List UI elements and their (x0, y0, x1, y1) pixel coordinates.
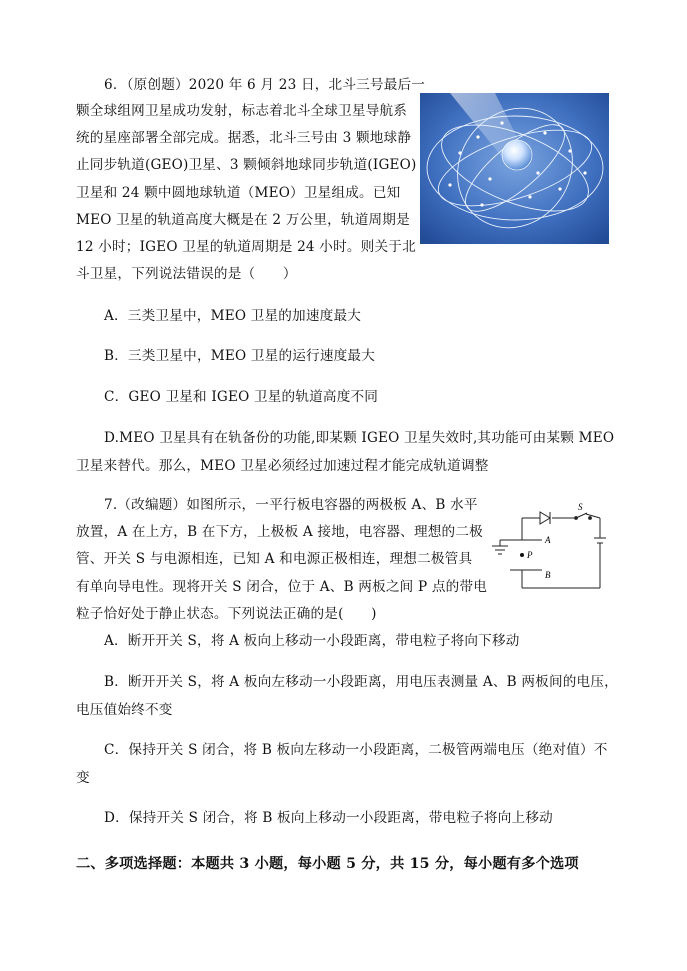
q6-line: 6．（原创题）2020 年 6 月 23 日，北斗三号最后一 (104, 77, 426, 93)
point-p-label: P (527, 550, 533, 560)
switch-label: S (578, 502, 583, 512)
q7-line: 管、开关 S 与电源相连，已知 A 和电源正极相连，理想二极管具 (76, 551, 473, 567)
q7-option-b-cont: 电压值始终不变 (76, 702, 173, 718)
q7-option-d: D．保持开关 S 闭合，将 B 板向上移动一小段距离，带电粒子将向上移动 (104, 810, 553, 826)
q7-option-b: B．断开开关 S，将 A 板向左移动一小段距离，用电压表测量 A、B 两板间的电压， (104, 674, 618, 690)
q6-line: 颗全球组网卫星成功发射，标志着北斗全球卫星导航系 (76, 103, 408, 119)
q6-line: 卫星和 24 颗中圆地球轨道（MEO）卫星组成。已知 (76, 185, 401, 201)
q7-line: 7.（改编题）如图所示，一平行板电容器的两极板 A、B 水平 (104, 497, 478, 513)
beidou-orbit-illustration (420, 93, 609, 244)
q7-line: 有单向导电性。现将开关 S 闭合，位于 A、B 两板之间 P 点的带电 (76, 579, 488, 595)
q6-line: MEO 卫星的轨道高度大概是在 2 万公里，轨道周期是 (76, 212, 410, 228)
q6-option-c: C．GEO 卫星和 IGEO 卫星的轨道高度不同 (104, 389, 379, 405)
q7-option-c: C．保持开关 S 闭合，将 B 板向左移动一小段距离，二极管两端电压（绝对值）不 (104, 742, 608, 758)
q6-line: 统的星座部署全部完成。据悉，北斗三号由 3 颗地球静 (76, 130, 412, 146)
q6-option-b: B．三类卫星中，MEO 卫星的运行速度最大 (104, 348, 375, 364)
q7-option-c-cont: 变 (76, 770, 90, 786)
q7-line: 粒子恰好处于静止状态。下列说法正确的是( ) (76, 606, 377, 622)
q6-option-a: A．三类卫星中，MEO 卫星的加速度最大 (104, 308, 362, 324)
q6-option-d-cont: 卫星来替代。那么，MEO 卫星必须经过加速过程才能完成轨道调整 (76, 458, 489, 474)
q6-line: 止同步轨道(GEO)卫星、3 颗倾斜地球同步轨道(IGEO) (76, 157, 417, 173)
plate-a-label: A (545, 535, 551, 545)
plate-b-label: B (545, 570, 551, 580)
q7-line: 放置，A 在上方，B 在下方，上极板 A 接地，电容器、理想的二极 (76, 524, 483, 540)
capacitor-circuit-diagram (490, 500, 610, 595)
q7-option-a: A．断开开关 S，将 A 板向上移动一小段距离，带电粒子将向下移动 (104, 633, 520, 649)
q6-line: 12 小时；IGEO 卫星的轨道周期是 24 小时。则关于北 (76, 239, 416, 255)
q6-option-d: D.MEO 卫星具有在轨备份的功能,即某颗 IGEO 卫星失效时,其功能可由某颗 MEO (104, 430, 615, 446)
section-2-heading: 二、多项选择题：本题共 3 小题，每小题 5 分，共 15 分，每小题有多个选项 (76, 856, 579, 872)
q6-line: 斗卫星，下列说法错误的是（ ） (76, 266, 297, 282)
